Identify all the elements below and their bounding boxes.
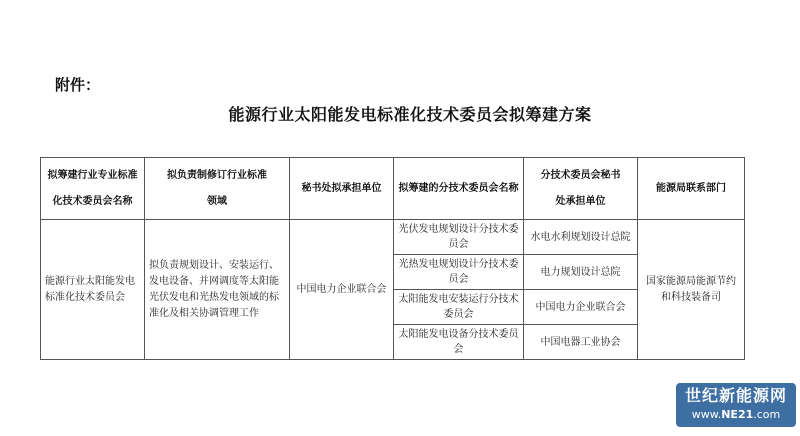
- plan-table: [40, 157, 745, 360]
- sub-secretariat-cell: 中国电力企业联合会: [524, 290, 638, 325]
- watermark-url-brand: NE21: [721, 408, 754, 421]
- attachment-label: 附件：: [55, 76, 101, 94]
- contact-department-cell: 国家能源局能源节约和科技装备司: [638, 220, 745, 360]
- committee-name-cell: 能源行业太阳能发电标准化技术委员会: [41, 220, 145, 360]
- sub-secretariat-cell: 电力规划设计总院: [524, 255, 638, 290]
- sub-committee-name-cell: 光热发电规划设计分技术委员会: [394, 255, 524, 290]
- standards-scope-cell: 拟负责规划设计、安装运行、发电设备、并网调度等太阳能光伏发电和光热发电领域的标准化及相关协调管理工作: [145, 220, 290, 360]
- secretariat-cell: 中国电力企业联合会: [290, 220, 394, 360]
- header-sub-secretariat: 分技术委员会秘书处承担单位: [524, 158, 638, 220]
- sub-committee-name-cell: 太阳能发电设备分技术委员会: [394, 325, 524, 360]
- table-row: [41, 220, 745, 255]
- header-secretariat: 秘书处拟承担单位: [290, 158, 394, 220]
- watermark-url-suffix: .com: [753, 408, 781, 421]
- watermark-name: 世纪新能源网: [684, 386, 787, 405]
- table-header-row: [41, 158, 745, 220]
- header-contact-department: 能源局联系部门: [638, 158, 745, 220]
- watermark-url-prefix: www.: [691, 408, 722, 421]
- watermark-logo: [676, 383, 796, 427]
- sub-committee-name-cell: 光伏发电规划设计分技术委员会: [394, 220, 524, 255]
- sub-committee-name-cell: 太阳能发电安装运行分技术委员会: [394, 290, 524, 325]
- header-standards-scope: 拟负责制修订行业标准领域: [145, 158, 290, 220]
- watermark-url: [676, 407, 796, 423]
- header-committee-name: 拟筹建行业专业标准化技术委员会名称: [41, 158, 145, 220]
- sub-secretariat-cell: 中国电器工业协会: [524, 325, 638, 360]
- header-sub-committee-name: 拟筹建的分技术委员会名称: [394, 158, 524, 220]
- sub-secretariat-cell: 水电水利规划设计总院: [524, 220, 638, 255]
- document-title: 能源行业太阳能发电标准化技术委员会拟筹建方案: [228, 105, 592, 124]
